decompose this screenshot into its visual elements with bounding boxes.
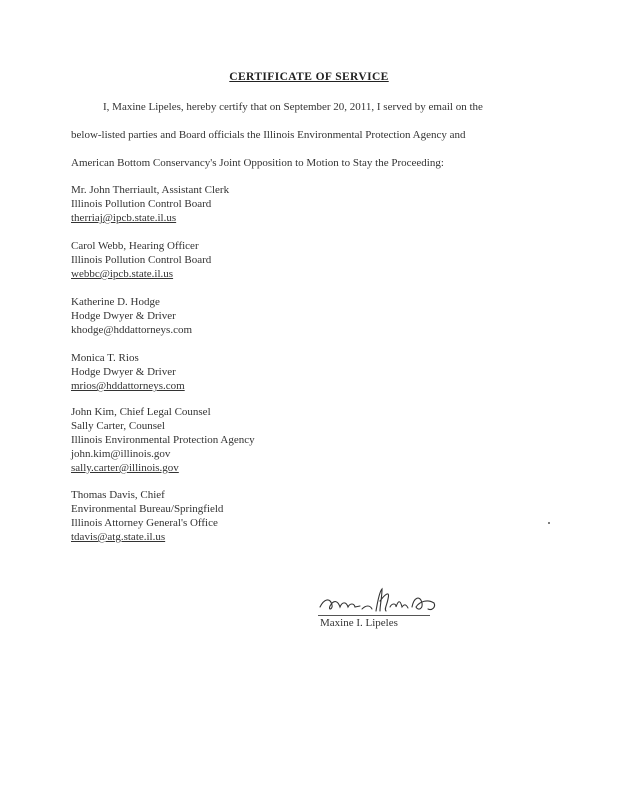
intro-line-1: I, Maxine Lipeles, hereby certify that on September 20, 2011, I served by email on the <box>103 101 483 113</box>
recipient-email-link[interactable]: tdavis@atg.state.il.us <box>71 531 166 543</box>
recipient-email-link[interactable]: webbc@ipcb.state.il.us <box>71 268 174 280</box>
recipient-email-link[interactable]: sally.carter@illinois.gov <box>71 462 179 474</box>
recipient-line: Monica T. Rios <box>71 352 139 364</box>
intro-line-3: American Bottom Conservancy's Joint Opposition to Motion to Stay the Proceeding: <box>71 157 444 169</box>
recipient-line: Thomas Davis, Chief <box>71 489 165 501</box>
recipient-line: Hodge Dwyer & Driver <box>71 310 176 322</box>
recipient-email-link[interactable]: mrios@hddattorneys.com <box>71 380 185 392</box>
signature-area <box>316 585 456 645</box>
signature-script-text: Maxine Lipeles <box>316 585 323 586</box>
intro-line-2: below-listed parties and Board officials the Illinois Environmental Protection Agency and <box>71 129 466 141</box>
recipient-email-text: khodge@hddattorneys.com <box>71 324 193 336</box>
recipient-block-kim-carter <box>71 405 255 475</box>
signer-printed-name: Maxine I. Lipeles <box>320 617 398 629</box>
recipient-block-hodge <box>71 295 192 337</box>
handwritten-signature <box>316 585 446 617</box>
recipient-email-text: john.kim@illinois.gov <box>71 448 171 460</box>
recipient-line: Mr. John Therriault, Assistant Clerk <box>71 184 230 196</box>
recipient-block-davis <box>71 488 223 544</box>
recipient-line: Carol Webb, Hearing Officer <box>71 240 199 252</box>
recipient-line: Environmental Bureau/Springfield <box>71 503 224 515</box>
recipient-line: Hodge Dwyer & Driver <box>71 366 176 378</box>
recipient-line: Illinois Pollution Control Board <box>71 254 212 266</box>
recipient-line: Sally Carter, Counsel <box>71 420 165 432</box>
recipient-line: Illinois Pollution Control Board <box>71 198 212 210</box>
document-title: CERTIFICATE OF SERVICE <box>229 71 389 83</box>
recipient-block-rios <box>71 351 185 393</box>
recipient-line: Katherine D. Hodge <box>71 296 160 308</box>
recipient-line: John Kim, Chief Legal Counsel <box>71 406 211 418</box>
recipient-line: Illinois Environmental Protection Agency <box>71 434 255 446</box>
recipient-block-therriault <box>71 183 229 225</box>
recipient-line: Illinois Attorney General's Office <box>71 517 218 529</box>
recipient-block-webb <box>71 239 211 281</box>
recipient-email-link[interactable]: therriaj@ipcb.state.il.us <box>71 212 177 224</box>
scan-speck <box>548 522 550 524</box>
